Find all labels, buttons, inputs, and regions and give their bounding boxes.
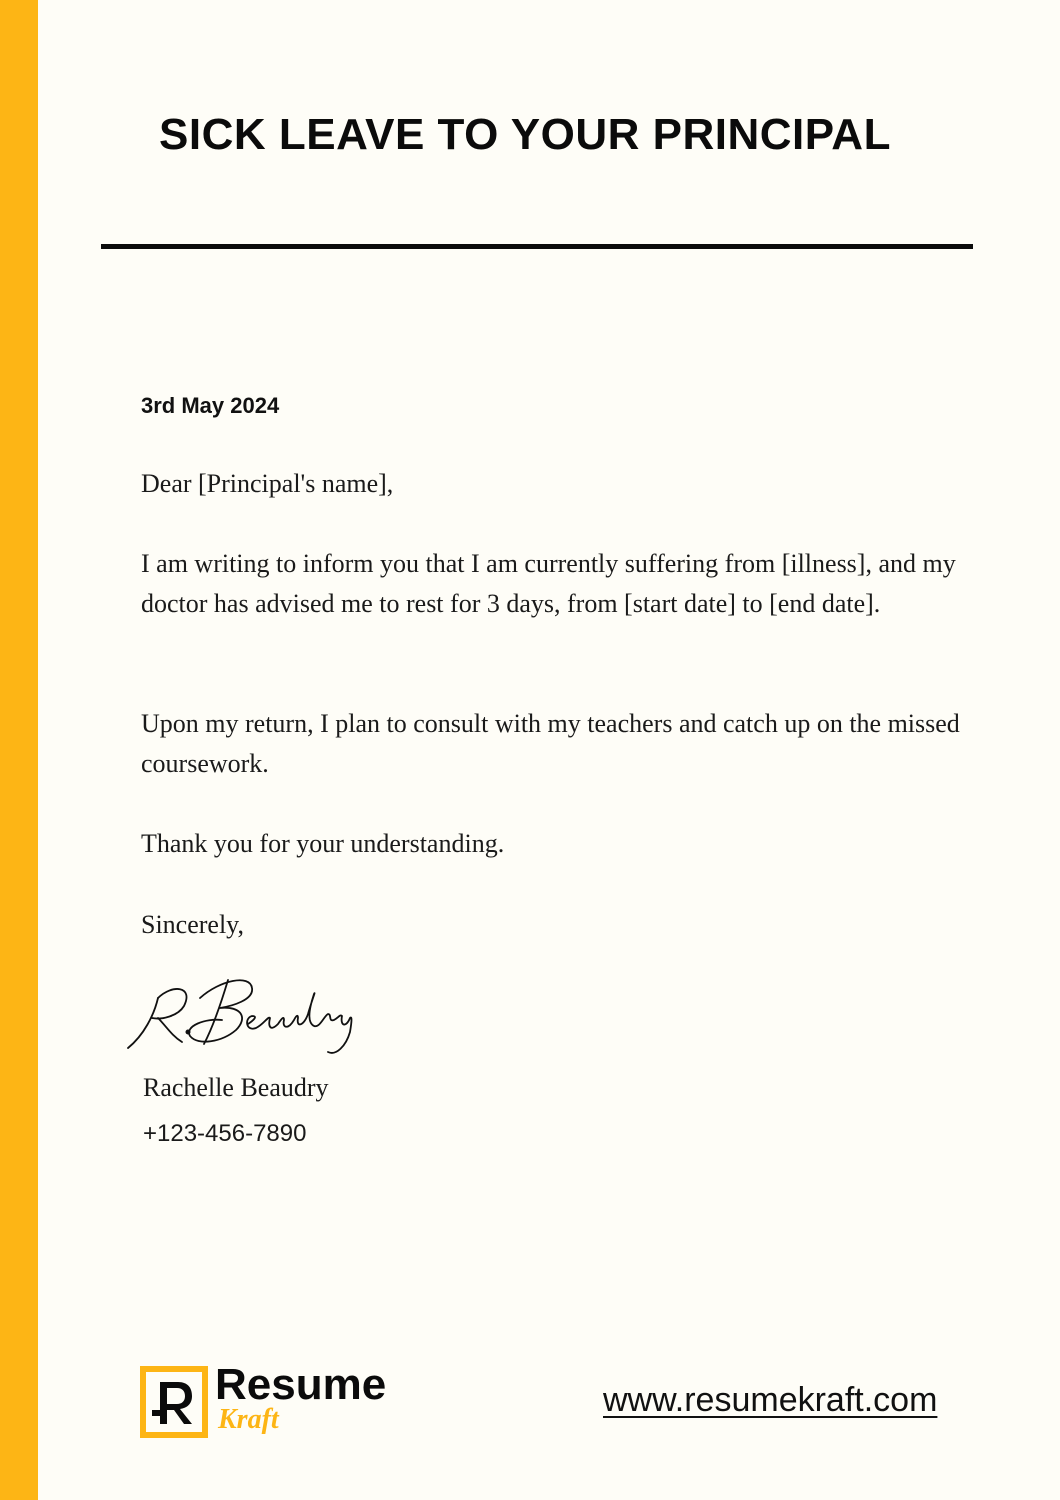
website-link[interactable]: www.resumekraft.com: [603, 1381, 938, 1419]
logo-word: Resume: [215, 1360, 387, 1409]
logo-r-icon: [140, 1366, 208, 1438]
letter-closing: Sincerely,: [141, 910, 244, 939]
letter-paragraph: Upon my return, I plan to consult with my teachers and catch up on the missed coursework.: [141, 709, 960, 778]
handwritten-signature: [124, 970, 364, 1060]
accent-side-bar: [0, 0, 38, 1500]
letter-paragraph: I am writing to inform you that I am currently suffering from [illness], and my doctor has advised me to rest for 3 days, from [start date] to [end date].: [141, 549, 956, 618]
signer-name: Rachelle Beaudry: [143, 1073, 329, 1102]
title-divider: [101, 244, 973, 249]
letter-date: 3rd May 2024: [141, 393, 280, 418]
letter-salutation: Dear [Principal's name],: [141, 469, 394, 498]
resumekraft-logo: [140, 1360, 420, 1444]
signer-phone: +123-456-7890: [143, 1120, 307, 1147]
letter-paragraph: Thank you for your understanding.: [141, 829, 505, 858]
page-title: SICK LEAVE TO YOUR PRINCIPAL: [159, 110, 891, 159]
logo-sub-word: Kraft: [218, 1404, 279, 1435]
